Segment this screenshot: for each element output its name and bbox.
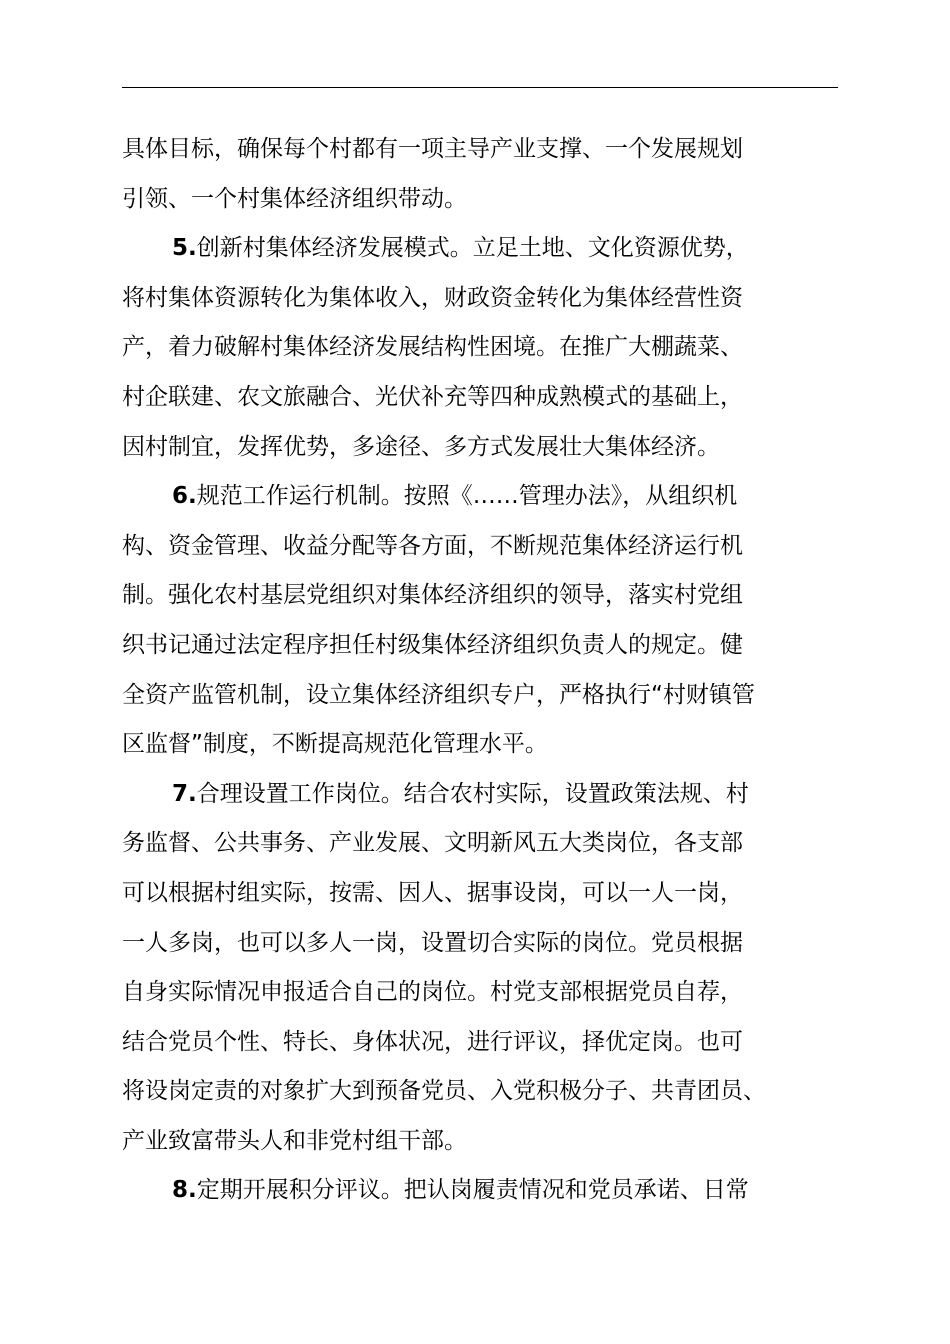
line-text: 全资产监管机制，设立集体经济组织专户，严格执行“村财镇管 <box>122 681 755 708</box>
line-text: 合理设置工作岗位。结合农村实际，设置政策法规、村 <box>196 780 749 807</box>
paragraph-first-line <box>122 770 838 820</box>
line-text: 产，着力破解村集体经济发展结构性困境。在推广大棚蔬菜、 <box>122 334 743 361</box>
line-text: 务监督、公共事务、产业发展、文明新风五大类岗位，各支部 <box>122 830 743 857</box>
text-line <box>122 1018 838 1068</box>
line-text: 将村集体资源转化为集体收入，财政资金转化为集体经营性资 <box>122 284 743 311</box>
line-text: 产业致富带头人和非党村组干部。 <box>122 1127 467 1154</box>
paragraph-first-line <box>122 472 838 522</box>
text-line <box>122 671 838 721</box>
paragraph-first-line <box>122 224 838 274</box>
text-line <box>122 373 838 423</box>
text-line <box>122 869 838 919</box>
item-number: 7. <box>172 780 197 807</box>
text-line <box>122 522 838 572</box>
line-text: 构、资金管理、收益分配等各方面，不断规范集体经济运行机 <box>122 532 743 559</box>
paragraph-first-line <box>122 1166 838 1216</box>
text-line <box>122 125 838 175</box>
line-text: 一人多岗，也可以多人一岗，设置切合实际的岗位。党员根据 <box>122 929 743 956</box>
text-line <box>122 274 838 324</box>
text-line <box>122 323 838 373</box>
item-number: 5. <box>172 235 197 262</box>
text-line <box>122 175 838 225</box>
text-line <box>122 571 838 621</box>
line-text: 因村制宜，发挥优势，多途径、多方式发展壮大集体经济。 <box>122 433 720 460</box>
text-line <box>122 819 838 869</box>
line-text: 结合党员个性、特长、身体状况，进行评议，择优定岗。也可 <box>122 1028 743 1055</box>
line-text: 自身实际情况申报适合自己的岗位。村党支部根据党员自荐， <box>122 979 743 1006</box>
line-text: 定期开展积分评议。把认岗履责情况和党员承诺、日常 <box>196 1177 749 1204</box>
text-line <box>122 1067 838 1117</box>
text-line <box>122 621 838 671</box>
text-line <box>122 1117 838 1167</box>
line-text: 可以根据村组实际，按需、因人、据事设岗，可以一人一岗， <box>122 879 743 906</box>
line-text: 引领、一个村集体经济组织带动。 <box>122 185 467 212</box>
body-text <box>122 125 838 1216</box>
line-text: 创新村集体经济发展模式。立足土地、文化资源优势， <box>196 235 749 262</box>
header-rule <box>122 87 838 88</box>
line-text: 制。强化农村基层党组织对集体经济组织的领导，落实村党组 <box>122 582 743 609</box>
line-text: 村企联建、农文旅融合、光伏补充等四种成熟模式的基础上， <box>122 383 743 410</box>
item-number: 8. <box>172 1177 197 1204</box>
text-line <box>122 423 838 473</box>
text-line <box>122 919 838 969</box>
line-text: 规范工作运行机制。按照《……管理办法》，从组织机 <box>196 483 738 510</box>
line-text: 将设岗定责的对象扩大到预备党员、入党积极分子、共青团员、 <box>122 1078 766 1105</box>
text-line <box>122 968 838 1018</box>
line-text: 织书记通过法定程序担任村级集体经济组织负责人的规定。健 <box>122 631 743 658</box>
line-text: 区监督”制度，不断提高规范化管理水平。 <box>122 731 548 758</box>
line-text: 具体目标，确保每个村都有一项主导产业支撑、一个发展规划 <box>122 136 743 162</box>
item-number: 6. <box>172 483 197 510</box>
text-line <box>122 720 838 770</box>
